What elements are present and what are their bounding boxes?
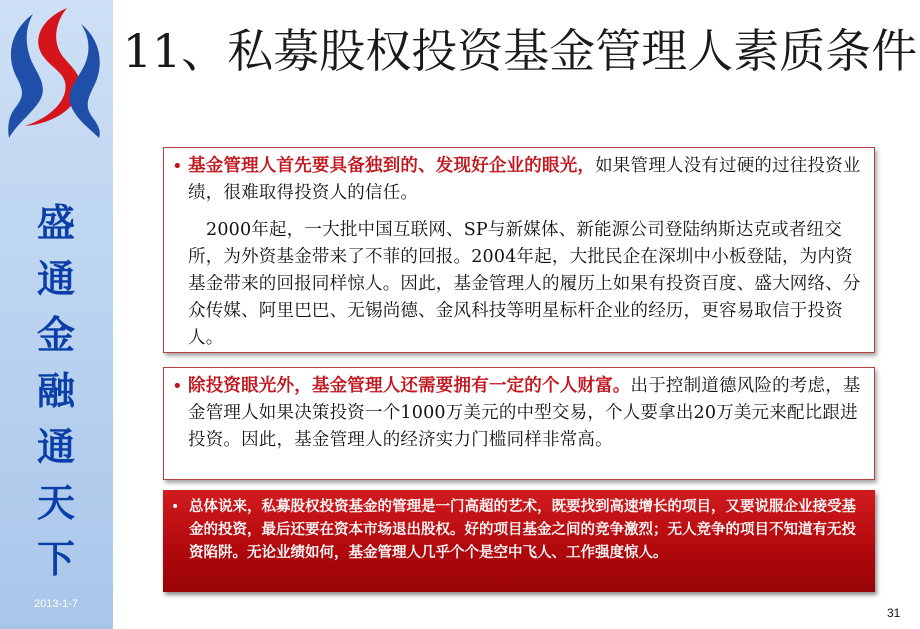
sidebar-char: 通 — [36, 256, 75, 301]
slide-title: 11、私募股权投资基金管理人素质条件 — [122, 24, 918, 78]
text-box-manager-vision — [163, 147, 875, 353]
sidebar-char: 金 — [36, 312, 75, 357]
bullet-icon: • — [171, 499, 180, 515]
sidebar-char: 融 — [36, 368, 75, 413]
bullet-icon: • — [172, 156, 183, 177]
paragraph — [188, 153, 868, 207]
paragraph — [188, 373, 868, 454]
text-box-personal-wealth — [163, 367, 875, 480]
paragraph-detail: 2000年起，一大批中国互联网、SP与新媒体、新能源公司登陆纳斯达克或者纽交所，为外资基金带来了不菲的回报。2004年起，大批民企在深圳中小板登陆，为内资基金带来的回报同样惊人。因此，基金管理人的履历上如果有投资百度、盛大网络、分众传媒、阿里巴巴、无锡尚德、金风科技等明星标杆企业的经历，更容易取信于投资人。 — [188, 220, 861, 348]
body-text: 出于控制道德风险的考虑，基金管理人如果决策投资一个1000万美元的中型交易，个人要拿出20万美元来配比跟进投资。因此，基金管理人的经济实力门槛同样非常高。 — [188, 376, 861, 450]
sidebar — [0, 0, 113, 629]
highlight-text: 除投资眼光外，基金管理人还需要拥有一定的个人财富。 — [188, 376, 631, 396]
sidebar-vertical-title — [32, 195, 80, 587]
bullet-icon: • — [172, 376, 183, 397]
sidebar-char: 盛 — [36, 200, 75, 245]
sidebar-char: 下 — [36, 536, 75, 581]
summary-text: 总体说来，私募股权投资基金的管理是一门高超的艺术，既要找到高速增长的项目，又要说服企业接受基金的投资，最后还要在资本市场退出股权。好的项目基金之间的竞争激烈；无人竞争的项目不知道有无投资陷阱。无论业绩如何，基金管理人几乎个个是空中飞人、工作强度惊人。 — [189, 499, 856, 561]
summary-box — [163, 490, 875, 592]
company-logo-icon — [3, 4, 107, 140]
highlight-text: 基金管理人首先要具备独到的、发现好企业的眼光， — [188, 156, 596, 176]
page-number: 31 — [887, 606, 901, 620]
sidebar-char: 天 — [36, 480, 75, 525]
body-text: 如果管理人没有过硬的过往投资业绩，很难取得投资人的信任。 — [188, 156, 861, 203]
bullet-item — [172, 153, 868, 207]
slide-date: 2013-1-7 — [34, 598, 79, 610]
bullet-item — [171, 496, 867, 565]
sidebar-char: 通 — [36, 424, 75, 469]
bullet-item — [172, 373, 868, 454]
